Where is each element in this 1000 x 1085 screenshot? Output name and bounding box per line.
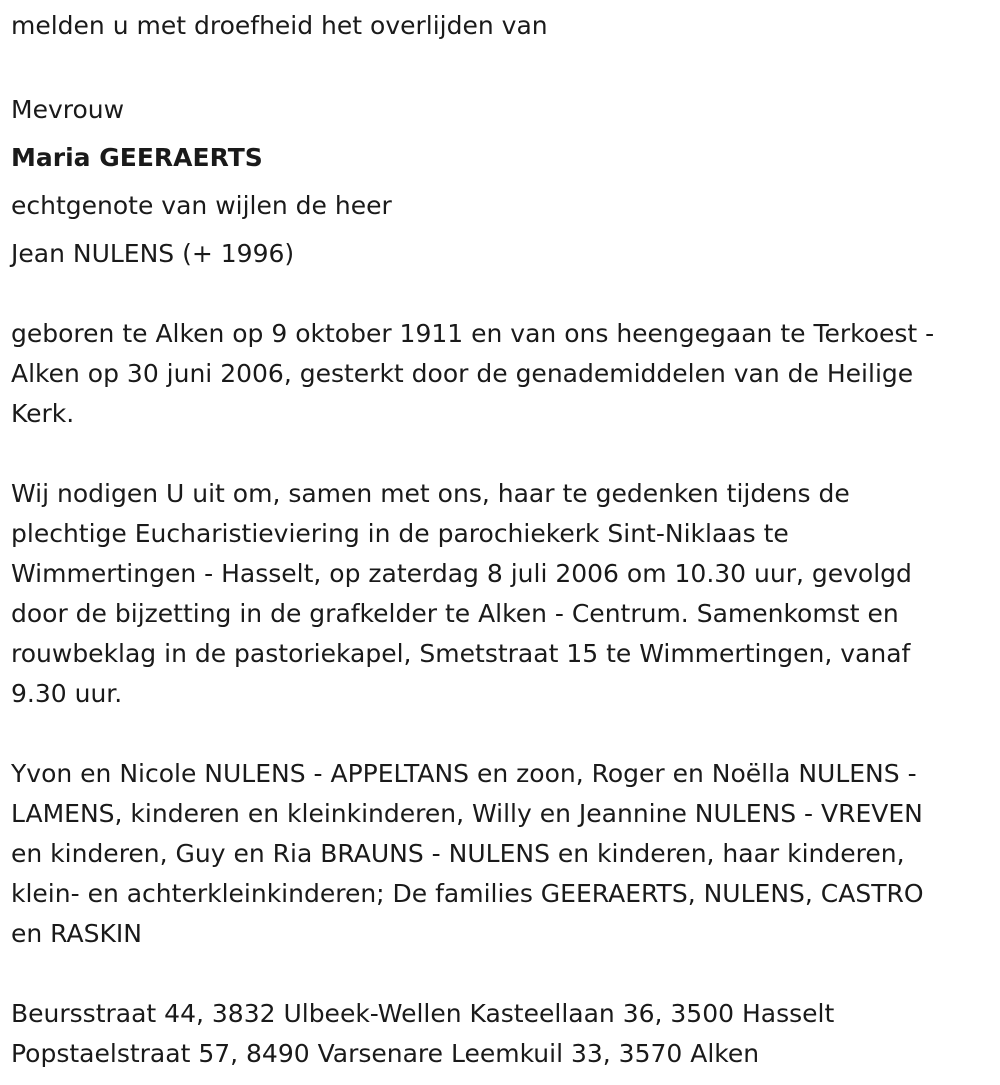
paragraph-line: Alken op 30 juni 2006, gesterkt door de genademiddelen van de Heilige [11,359,914,388]
paragraph-line: en RASKIN [11,919,142,948]
title-line: Mevrouw [11,95,125,124]
spacer [11,46,986,86]
paragraph-line: en kinderen, Guy en Ria BRAUNS - NULENS en kinderen, haar kinderen, [11,839,905,868]
paragraph-line: Kerk. [11,399,75,428]
spacer [11,714,986,754]
spouse-line-2: Jean NULENS (+ 1996) [11,239,295,268]
paragraph-line: Wimmertingen - Hasselt, op zaterdag 8 juli 2006 om 10.30 uur, gevolgd [11,559,912,588]
spouse-line-1: echtgenote van wijlen de heer [11,191,392,220]
paragraph-line: Yvon en Nicole NULENS - APPELTANS en zoon, Roger en Noëlla NULENS - [11,759,917,788]
paragraph-line: door de bijzetting in de grafkelder te Alken - Centrum. Samenkomst en [11,599,899,628]
deceased-name: Maria GEERAERTS [11,143,263,172]
family-paragraph [11,754,986,954]
spacer [11,278,986,314]
spacer [11,434,986,474]
intro-line: melden u met droefheid het overlijden van [11,11,548,40]
paragraph-line: klein- en achterkleinkinderen; De families GEERAERTS, NULENS, CASTRO [11,879,924,908]
paragraph-line: geboren te Alken op 9 oktober 1911 en van ons heengegaan te Terkoest - [11,319,935,348]
address-line: Beursstraat 44, 3832 Ulbeek-Wellen Kasteellaan 36, 3500 Hasselt [11,999,835,1028]
paragraph-line: plechtige Eucharistieviering in de parochiekerk Sint-Niklaas te [11,519,789,548]
paragraph-line: Wij nodigen U uit om, samen met ons, haar te gedenken tijdens de [11,479,850,508]
paragraph-line: 9.30 uur. [11,679,123,708]
paragraph-line: LAMENS, kinderen en kleinkinderen, Willy en Jeannine NULENS - VREVEN [11,799,923,828]
invitation-paragraph [11,474,986,714]
paragraph-line: rouwbeklag in de pastoriekapel, Smetstraat 15 te Wimmertingen, vanaf [11,639,911,668]
address-line: Popstaelstraat 57, 8490 Varsenare Leemkuil 33, 3570 Alken [11,1039,760,1068]
address-paragraph [11,994,986,1074]
spacer [11,954,986,994]
birth-paragraph [11,314,986,434]
obituary-notice [11,6,986,1074]
